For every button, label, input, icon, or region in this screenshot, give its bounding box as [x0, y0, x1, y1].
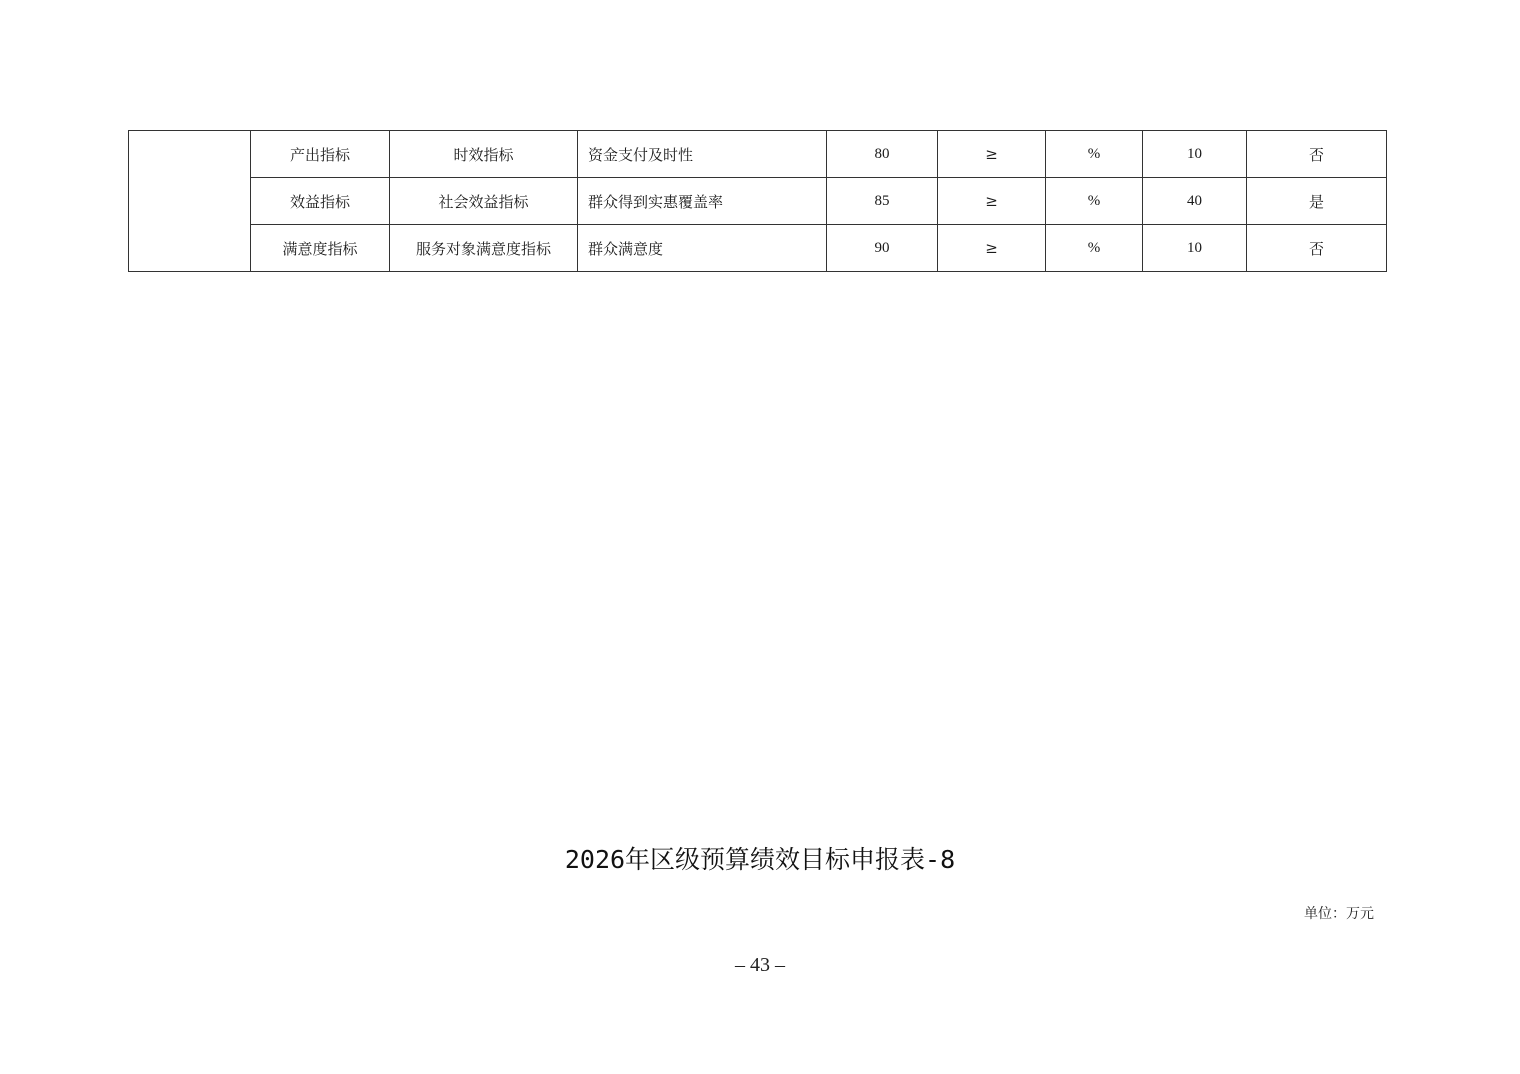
table-row	[129, 131, 1387, 178]
document-title: 2026年区级预算绩效目标申报表-8	[564, 845, 956, 874]
weight-cell: 10	[1143, 131, 1247, 178]
table-row	[129, 225, 1387, 272]
unit-label: 单位：万元	[1304, 906, 1374, 922]
merged-blank-cell	[129, 131, 251, 272]
operator-cell: ≥	[938, 131, 1046, 178]
operator-cell: ≥	[938, 225, 1046, 272]
unit-cell: %	[1046, 131, 1143, 178]
target-value-cell: 85	[827, 178, 938, 225]
indicator-name-cell: 资金支付及时性	[578, 131, 827, 178]
target-value-cell: 90	[827, 225, 938, 272]
core-indicator-cell: 是	[1247, 178, 1387, 225]
core-indicator-cell: 否	[1247, 131, 1387, 178]
page-number: – 43 –	[735, 954, 785, 976]
unit-cell: %	[1046, 225, 1143, 272]
table-row	[129, 178, 1387, 225]
level1-indicator-cell: 产出指标	[251, 131, 390, 178]
level1-indicator-cell: 满意度指标	[251, 225, 390, 272]
level2-indicator-cell: 服务对象满意度指标	[390, 225, 578, 272]
level2-indicator-cell: 时效指标	[390, 131, 578, 178]
weight-cell: 40	[1143, 178, 1247, 225]
operator-cell: ≥	[938, 178, 1046, 225]
unit-cell: %	[1046, 178, 1143, 225]
weight-cell: 10	[1143, 225, 1247, 272]
indicator-name-cell: 群众满意度	[578, 225, 827, 272]
performance-indicator-table	[128, 130, 1387, 272]
core-indicator-cell: 否	[1247, 225, 1387, 272]
level1-indicator-cell: 效益指标	[251, 178, 390, 225]
level2-indicator-cell: 社会效益指标	[390, 178, 578, 225]
indicator-name-cell: 群众得到实惠覆盖率	[578, 178, 827, 225]
target-value-cell: 80	[827, 131, 938, 178]
